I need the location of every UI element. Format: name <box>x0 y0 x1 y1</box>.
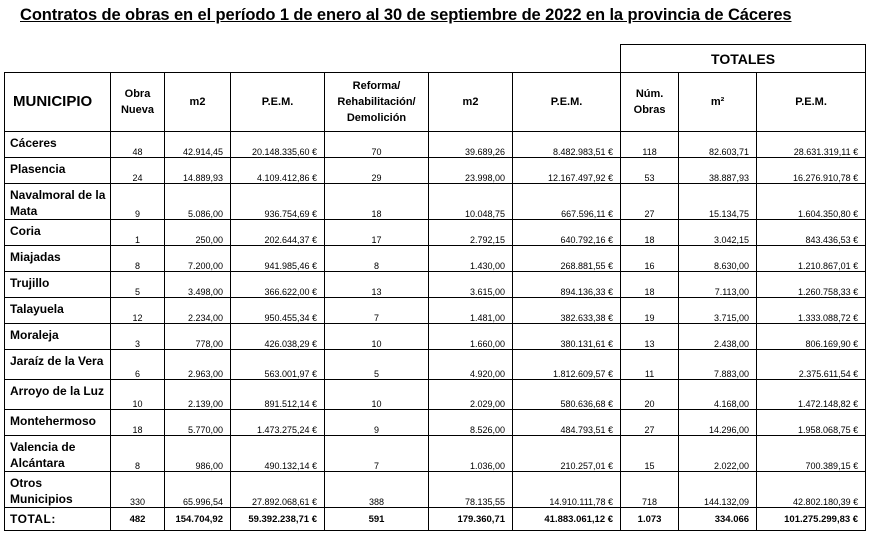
table-row <box>5 246 866 272</box>
cell-m2-reforma: 2.792,15 <box>429 220 513 246</box>
cell-pem-nueva: 202.644,37 € <box>231 220 325 246</box>
cell-municipio: Jaraíz de la Vera <box>5 350 111 380</box>
cell-pem-nueva: 941.985,46 € <box>231 246 325 272</box>
cell-municipio: Plasencia <box>5 158 111 184</box>
cell-pem-reforma: 580.636,68 € <box>513 380 621 410</box>
cell-m2-total: 334.066 <box>679 508 757 531</box>
cell-obra-nueva: 5 <box>111 272 165 298</box>
col-header-pem-nueva: P.E.M. <box>231 73 325 132</box>
table-row <box>5 350 866 380</box>
totales-header-row <box>5 45 866 73</box>
cell-pem-nueva: 4.109.412,86 € <box>231 158 325 184</box>
cell-municipio: Moraleja <box>5 324 111 350</box>
cell-num-obras: 27 <box>621 184 679 220</box>
cell-num-obras: 20 <box>621 380 679 410</box>
cell-m2-nueva: 5.086,00 <box>165 184 231 220</box>
cell-municipio: Navalmoral de la Mata <box>5 184 111 220</box>
cell-pem-total: 1.604.350,80 € <box>757 184 866 220</box>
cell-reforma: 29 <box>325 158 429 184</box>
col-header-pem-total: P.E.M. <box>757 73 866 132</box>
cell-pem-nueva: 490.132,14 € <box>231 436 325 472</box>
cell-obra-nueva: 8 <box>111 246 165 272</box>
cell-m2-total: 15.134,75 <box>679 184 757 220</box>
cell-obra-nueva: 24 <box>111 158 165 184</box>
cell-m2-reforma: 1.481,00 <box>429 298 513 324</box>
cell-pem-reforma: 268.881,55 € <box>513 246 621 272</box>
cell-pem-total: 843.436,53 € <box>757 220 866 246</box>
cell-m2-reforma: 78.135,55 <box>429 472 513 508</box>
cell-reforma: 388 <box>325 472 429 508</box>
cell-obra-nueva: 18 <box>111 410 165 436</box>
cell-obra-nueva: 10 <box>111 380 165 410</box>
cell-num-obras: 13 <box>621 324 679 350</box>
cell-pem-reforma: 894.136,33 € <box>513 272 621 298</box>
col-header-m2-nueva: m2 <box>165 73 231 132</box>
cell-pem-nueva: 366.622,00 € <box>231 272 325 298</box>
col-header-pem-reforma: P.E.M. <box>513 73 621 132</box>
cell-m2-nueva: 14.889,93 <box>165 158 231 184</box>
cell-pem-reforma: 210.257,01 € <box>513 436 621 472</box>
cell-m2-reforma: 2.029,00 <box>429 380 513 410</box>
cell-pem-reforma: 382.633,38 € <box>513 298 621 324</box>
cell-pem-total: 1.260.758,33 € <box>757 272 866 298</box>
table-row <box>5 472 866 508</box>
table-row <box>5 132 866 158</box>
cell-reforma: 17 <box>325 220 429 246</box>
cell-m2-reforma: 39.689,26 <box>429 132 513 158</box>
cell-reforma: 7 <box>325 298 429 324</box>
cell-pem-nueva: 563.001,97 € <box>231 350 325 380</box>
cell-m2-total: 8.630,00 <box>679 246 757 272</box>
table-row <box>5 272 866 298</box>
cell-pem-nueva: 891.512,14 € <box>231 380 325 410</box>
total-row <box>5 508 866 531</box>
cell-pem-nueva: 20.148.335,60 € <box>231 132 325 158</box>
cell-pem-total: 101.275.299,83 € <box>757 508 866 531</box>
cell-municipio: Cáceres <box>5 132 111 158</box>
cell-m2-reforma: 10.048,75 <box>429 184 513 220</box>
cell-m2-total: 3.715,00 <box>679 298 757 324</box>
cell-obra-nueva: 3 <box>111 324 165 350</box>
cell-municipio: Valencia de Alcántara <box>5 436 111 472</box>
cell-num-obras: 27 <box>621 410 679 436</box>
cell-pem-total: 806.169,90 € <box>757 324 866 350</box>
cell-m2-reforma: 1.036,00 <box>429 436 513 472</box>
cell-reforma: 70 <box>325 132 429 158</box>
cell-m2-nueva: 778,00 <box>165 324 231 350</box>
cell-obra-nueva: 482 <box>111 508 165 531</box>
header-spacer <box>5 45 621 73</box>
col-header-reforma-l3: Demolición <box>346 112 407 124</box>
cell-m2-nueva: 2.234,00 <box>165 298 231 324</box>
cell-pem-reforma: 41.883.061,12 € <box>513 508 621 531</box>
cell-reforma: 9 <box>325 410 429 436</box>
cell-m2-reforma: 4.920,00 <box>429 350 513 380</box>
cell-pem-nueva: 1.473.275,24 € <box>231 410 325 436</box>
cell-pem-nueva: 950.455,34 € <box>231 298 325 324</box>
cell-m2-nueva: 250,00 <box>165 220 231 246</box>
cell-m2-total: 144.132,09 <box>679 472 757 508</box>
cell-num-obras: 1.073 <box>621 508 679 531</box>
cell-obra-nueva: 12 <box>111 298 165 324</box>
cell-num-obras: 15 <box>621 436 679 472</box>
cell-pem-total: 1.958.068,75 € <box>757 410 866 436</box>
totales-heading: TOTALES <box>621 45 866 73</box>
cell-pem-reforma: 640.792,16 € <box>513 220 621 246</box>
cell-m2-nueva: 2.139,00 <box>165 380 231 410</box>
cell-municipio: Trujillo <box>5 272 111 298</box>
cell-municipio: Coria <box>5 220 111 246</box>
cell-m2-nueva: 7.200,00 <box>165 246 231 272</box>
cell-pem-reforma: 14.910.111,78 € <box>513 472 621 508</box>
column-header-row <box>5 73 866 132</box>
cell-reforma: 10 <box>325 324 429 350</box>
cell-obra-nueva: 6 <box>111 350 165 380</box>
col-header-reforma-l2: Rehabilitación/ <box>337 96 416 108</box>
table-row <box>5 184 866 220</box>
cell-pem-total: 16.276.910,78 € <box>757 158 866 184</box>
col-header-reforma-l1: Reforma/ <box>352 80 401 92</box>
table-row <box>5 220 866 246</box>
cell-municipio: Otros Municipios <box>5 472 111 508</box>
cell-obra-nueva: 330 <box>111 472 165 508</box>
cell-m2-total: 82.603,71 <box>679 132 757 158</box>
col-header-num-obras-l2: Obras <box>633 104 666 116</box>
cell-num-obras: 11 <box>621 350 679 380</box>
cell-m2-total: 14.296,00 <box>679 410 757 436</box>
cell-reforma: 10 <box>325 380 429 410</box>
cell-reforma: 18 <box>325 184 429 220</box>
cell-pem-nueva: 59.392.238,71 € <box>231 508 325 531</box>
cell-m2-reforma: 1.660,00 <box>429 324 513 350</box>
cell-m2-total: 7.883,00 <box>679 350 757 380</box>
cell-m2-nueva: 154.704,92 <box>165 508 231 531</box>
cell-m2-total: 4.168,00 <box>679 380 757 410</box>
cell-reforma: 7 <box>325 436 429 472</box>
cell-pem-total: 28.631.319,11 € <box>757 132 866 158</box>
table-row <box>5 410 866 436</box>
cell-municipio: Arroyo de la Luz <box>5 380 111 410</box>
cell-m2-nueva: 42.914,45 <box>165 132 231 158</box>
cell-pem-nueva: 426.038,29 € <box>231 324 325 350</box>
col-header-municipio: MUNICIPIO <box>5 73 111 132</box>
cell-reforma: 8 <box>325 246 429 272</box>
cell-m2-total: 2.022,00 <box>679 436 757 472</box>
cell-municipio: Montehermoso <box>5 410 111 436</box>
cell-num-obras: 19 <box>621 298 679 324</box>
cell-obra-nueva: 1 <box>111 220 165 246</box>
cell-m2-reforma: 8.526,00 <box>429 410 513 436</box>
cell-pem-reforma: 667.596,11 € <box>513 184 621 220</box>
cell-num-obras: 718 <box>621 472 679 508</box>
cell-num-obras: 16 <box>621 246 679 272</box>
cell-m2-nueva: 65.996,54 <box>165 472 231 508</box>
cell-municipio: Talayuela <box>5 298 111 324</box>
cell-m2-reforma: 3.615,00 <box>429 272 513 298</box>
cell-pem-reforma: 1.812.609,57 € <box>513 350 621 380</box>
cell-num-obras: 18 <box>621 272 679 298</box>
cell-obra-nueva: 48 <box>111 132 165 158</box>
cell-reforma: 591 <box>325 508 429 531</box>
col-header-num-obras-l1: Núm. <box>635 88 664 100</box>
cell-m2-reforma: 23.998,00 <box>429 158 513 184</box>
cell-pem-nueva: 27.892.068,61 € <box>231 472 325 508</box>
table-row <box>5 380 866 410</box>
cell-pem-total: 1.472.148,82 € <box>757 380 866 410</box>
cell-m2-total: 2.438,00 <box>679 324 757 350</box>
cell-obra-nueva: 9 <box>111 184 165 220</box>
cell-pem-reforma: 380.131,61 € <box>513 324 621 350</box>
cell-m2-total: 38.887,93 <box>679 158 757 184</box>
cell-pem-reforma: 484.793,51 € <box>513 410 621 436</box>
cell-municipio: TOTAL: <box>5 508 111 531</box>
cell-m2-total: 7.113,00 <box>679 272 757 298</box>
table-row <box>5 324 866 350</box>
cell-num-obras: 18 <box>621 220 679 246</box>
cell-pem-total: 700.389,15 € <box>757 436 866 472</box>
cell-pem-total: 1.210.867,01 € <box>757 246 866 272</box>
col-header-m2-reforma: m2 <box>429 73 513 132</box>
table-row <box>5 158 866 184</box>
cell-num-obras: 53 <box>621 158 679 184</box>
table-body <box>5 132 866 531</box>
cell-m2-nueva: 3.498,00 <box>165 272 231 298</box>
cell-pem-total: 2.375.611,54 € <box>757 350 866 380</box>
table-row <box>5 436 866 472</box>
cell-pem-nueva: 936.754,69 € <box>231 184 325 220</box>
cell-municipio: Miajadas <box>5 246 111 272</box>
col-header-reforma <box>325 73 429 132</box>
page-title: Contratos de obras en el período 1 de enero al 30 de septiembre de 2022 en la provincia de Cáceres <box>20 6 792 24</box>
cell-reforma: 13 <box>325 272 429 298</box>
cell-m2-reforma: 1.430,00 <box>429 246 513 272</box>
cell-m2-nueva: 2.963,00 <box>165 350 231 380</box>
col-header-m2-total: m² <box>679 73 757 132</box>
cell-m2-nueva: 986,00 <box>165 436 231 472</box>
cell-reforma: 5 <box>325 350 429 380</box>
cell-m2-total: 3.042,15 <box>679 220 757 246</box>
cell-obra-nueva: 8 <box>111 436 165 472</box>
cell-m2-nueva: 5.770,00 <box>165 410 231 436</box>
cell-m2-reforma: 179.360,71 <box>429 508 513 531</box>
cell-pem-reforma: 12.167.497,92 € <box>513 158 621 184</box>
cell-pem-total: 1.333.088,72 € <box>757 298 866 324</box>
contracts-table <box>4 44 866 531</box>
cell-pem-reforma: 8.482.983,51 € <box>513 132 621 158</box>
table-row <box>5 298 866 324</box>
col-header-obra-nueva-l1: Obra <box>124 88 151 100</box>
cell-num-obras: 118 <box>621 132 679 158</box>
col-header-obra-nueva-l2: Nueva <box>120 104 155 116</box>
cell-pem-total: 42.802.180,39 € <box>757 472 866 508</box>
col-header-obra-nueva <box>111 73 165 132</box>
col-header-num-obras <box>621 73 679 132</box>
